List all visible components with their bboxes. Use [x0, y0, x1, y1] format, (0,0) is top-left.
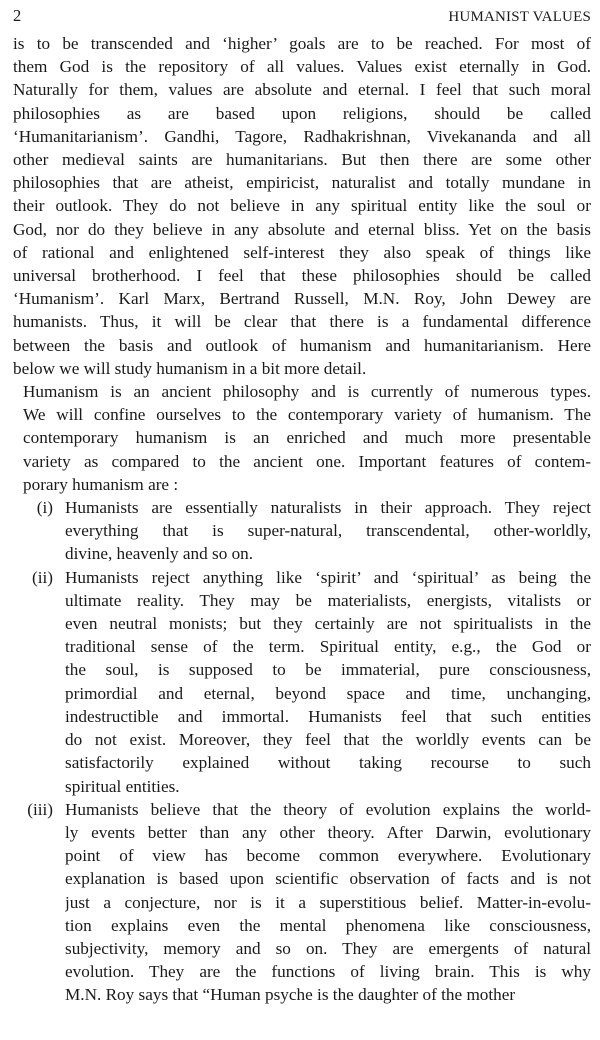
text-line: spiritual entities.: [65, 776, 180, 796]
paragraph-2: [13, 380, 591, 496]
text-line: indestructible and immortal. Humanists feel that such entities: [65, 706, 591, 726]
text-line: humanists. Thus, it will be clear that there is a fundamental difference: [13, 312, 591, 332]
text-line: tion explains even the mental phenomena like consciousness,: [65, 915, 591, 935]
list-item-marker: (i): [36, 498, 53, 518]
text-line: divine, heavenly and so on.: [65, 544, 254, 564]
text-line: Humanists reject anything like ‘spirit’ and ‘spiritual’ as being the: [65, 567, 591, 587]
text-line: God, nor do they believe in any absolute and eternal bliss. Yet on the basis: [13, 219, 591, 239]
text-line: just a conjecture, nor is it a superstitious belief. Matter-in-evolu-: [65, 892, 591, 912]
text-line: ly events better than any other theory. After Darwin, evolutionary: [65, 822, 591, 842]
running-title: HUMANIST VALUES: [448, 9, 591, 25]
text-line: Humanists are essentially naturalists in their approach. They reject: [65, 498, 591, 518]
text-line: them God is the repository of all values. Values exist eternally in God.: [13, 57, 591, 77]
list-item-text: [65, 798, 591, 1007]
list-item-marker: (iii): [27, 799, 53, 819]
paragraph-1: [13, 32, 591, 380]
running-header: [13, 6, 591, 32]
text-line: We will confine ourselves to the contemporary variety of humanism. The: [23, 405, 591, 425]
page-number: 2: [13, 6, 22, 25]
text-line: philosophies that are atheist, empiricist, naturalist and totally mundane in: [13, 173, 591, 193]
body-text: [13, 32, 591, 1007]
text-line: everything that is super-natural, transcendental, other-worldly,: [65, 521, 591, 541]
text-line: ‘Humanism’. Karl Marx, Bertrand Russell, M.N. Roy, John Dewey are: [13, 289, 591, 309]
text-line: below we will study humanism in a bit more detail.: [13, 358, 367, 378]
text-line: M.N. Roy says that “Human psyche is the daughter of the mother: [65, 985, 516, 1005]
text-line: even neutral monists; but they certainly are not spiritualists in the: [65, 614, 591, 634]
text-line: satisfactorily explained without taking recourse to such: [65, 753, 591, 773]
text-line: other medieval saints are humanitarians. But then there are some other: [13, 150, 591, 170]
list-item-marker: (ii): [32, 567, 53, 587]
text-line: the soul, is supposed to be immaterial, pure consciousness,: [65, 660, 591, 680]
text-line: Naturally for them, values are absolute and eternal. I feel that such moral: [13, 80, 591, 100]
text-line: porary humanism are :: [23, 474, 179, 494]
text-line: contemporary humanism is an enriched and much more presentable: [23, 428, 591, 448]
numbered-list: [13, 496, 591, 1006]
text-line: evolution. They are the functions of living brain. This is why: [65, 962, 591, 982]
text-line: do not exist. Moreover, they feel that the worldly events can be: [65, 730, 591, 750]
list-item-text: [65, 566, 591, 798]
text-line: variety as compared to the ancient one. Important features of contem-: [23, 451, 591, 471]
list-item-text: [65, 496, 591, 566]
text-line: Humanism is an ancient philosophy and is currently of numerous types.: [23, 382, 591, 402]
text-line: philosophies as are based upon religions, should be called: [13, 103, 591, 123]
text-line: Humanists believe that the theory of evolution explains the world-: [65, 799, 591, 819]
list-item: [13, 566, 591, 798]
text-line: between the basis and outlook of humanism and humanitarianism. Here: [13, 335, 591, 355]
text-line: universal brotherhood. I feel that these philosophies should be called: [13, 266, 591, 286]
text-line: is to be transcended and ‘higher’ goals are to be reached. For most of: [13, 34, 591, 53]
text-line: subjectivity, memory and so on. They are emergents of natural: [65, 938, 591, 958]
text-line: ‘Humanitarianism’. Gandhi, Tagore, Radhakrishnan, Vivekananda and all: [13, 126, 591, 146]
text-line: point of view has become common everywhere. Evolutionary: [65, 846, 591, 866]
list-item: [13, 798, 591, 1007]
text-line: traditional sense of the term. Spiritual entity, e.g., the God or: [65, 637, 591, 657]
list-item: [13, 496, 591, 566]
text-line: primordial and eternal, beyond space and time, unchanging,: [65, 683, 591, 703]
text-line: ultimate reality. They may be materialists, energists, vitalists or: [65, 590, 591, 610]
text-line: of rational and enlightened self-interest they also speak of things like: [13, 242, 591, 262]
text-line: their outlook. They do not believe in any spiritual entity like the soul or: [13, 196, 591, 216]
text-line: explanation is based upon scientific observation of facts and is not: [65, 869, 591, 889]
